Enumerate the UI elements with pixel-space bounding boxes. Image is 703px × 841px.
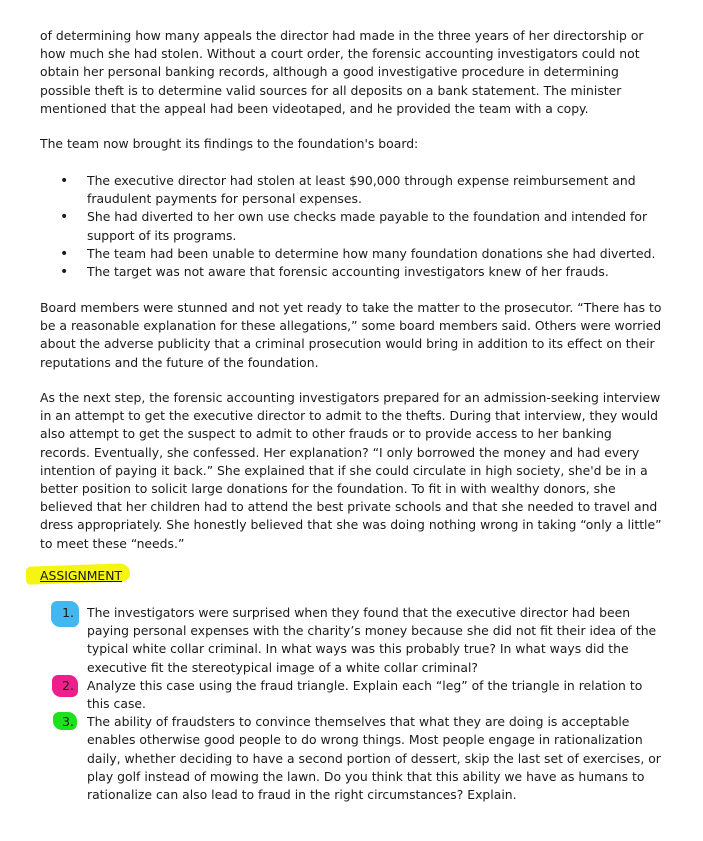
item-number: 1. — [62, 605, 74, 620]
paragraph-findings-intro: The team now brought its findings to the foundation's board: — [40, 136, 419, 151]
assignment-item — [40, 713, 665, 804]
findings-list — [60, 172, 660, 281]
item-text: The investigators were surprised when they found that the executive director had been paying personal expenses with the charity’s money because she did not fit their idea of the typical white collar criminal. In what ways was this probably true? In what ways did the executive fit the stereotypical image of a white collar criminal? — [87, 605, 657, 675]
list-item: • She had diverted to her own use checks made payable to the foundation and intended for support of its programs. — [60, 208, 660, 244]
item-text: The ability of fraudsters to convince themselves that what they are doing is acceptable enables otherwise good people to do wrong things. Most people engage in rationalization daily, whether deciding to have a second portion of dessert, skip the last set of exercises, or play golf instead of mowing the lawn. Do you think that this ability we have as humans to rationalize can also lead to fraud in the right circumstances? Explain. — [87, 714, 661, 803]
paragraph-investigation: of determining how many appeals the director had made in the three years of her directorship or how much she had stolen. Without a court order, the forensic accounting investigators could not obtain her personal banking records, although a good investigative procedure in determining possible theft is to determine valid sources for all deposits on a bank statement. The minister mentioned that the appeal had been videotaped, and he provided the team with a copy. — [40, 28, 644, 116]
assignment-item — [40, 677, 665, 713]
list-item: • The team had been unable to determine how many foundation donations she had diverted. — [60, 245, 660, 263]
paragraph-interview: As the next step, the forensic accounting investigators prepared for an admission-seeking interview in an attempt to get the executive director to admit to the thefts. During that interview, they would also attempt to get the suspect to admit to other frauds or to provide access to her banking records. Eventually, she confessed. Her explanation? “I only borrowed the money and had every intention of paying it back.” She explained that if she could circulate in high society, she'd be in a better position to solicit large donations for the foundation. To fit in with wealthy donors, she believed that her children had to attend the best private schools and that she needed to travel and dress appropriately. She honestly believed that she was doing nothing wrong in taking “only a little” to meet these “needs.” — [40, 390, 662, 551]
item-text: Analyze this case using the fraud triangle. Explain each “leg” of the triangle in relation to this case. — [87, 677, 643, 712]
assignment-heading-text: ASSIGNMENT — [40, 568, 123, 583]
assignment-item — [40, 604, 665, 677]
item-number: 3. — [62, 714, 74, 730]
list-item: • The executive director had stolen at least $90,000 through expense reimbursement and fraudulent payments for personal expenses. — [60, 172, 660, 208]
assignment-heading — [40, 567, 122, 585]
paragraph-board-reaction: Board members were stunned and not yet ready to take the matter to the prosecutor. “There has to be a reasonable explanation for these allegations,” some board members said. Others were worried about the adverse publicity that a criminal prosecution would bring in addition to its effect on their reputations and the future of the foundation. — [40, 300, 662, 370]
assignment-list — [40, 604, 665, 804]
item-number: 2. — [62, 677, 74, 693]
list-item: • The target was not aware that forensic accounting investigators knew of her frauds. — [60, 263, 660, 281]
